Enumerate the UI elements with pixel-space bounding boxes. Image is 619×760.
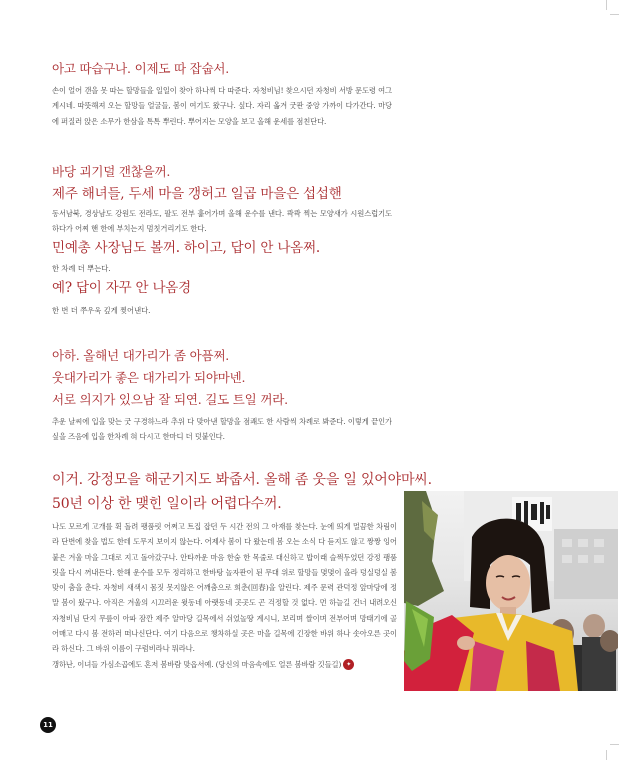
festival-photo-image — [404, 491, 618, 691]
crop-mark-bottom-right-v — [606, 750, 607, 760]
section-2-heading-4: 예? 답이 자꾸 안 나옴경 — [52, 279, 191, 296]
section-1 — [52, 59, 392, 129]
section-3 — [52, 346, 392, 445]
section-3-heading-1: 아하. 올해넌 대가리가 좀 아픔쩌. — [52, 348, 230, 363]
section-2-body: 동서남북, 경상남도 강원도 전라도, 팔도 전부 훑어가며 올해 운수를 낸다. 콱콱 찍는 모양새가 시원스럽기도 하다가 어찌 핸 한에 부치는지 멈칫거리기도 한다. — [52, 209, 392, 234]
page-number: 11 — [40, 717, 56, 733]
section-4-last-line-text: 갱하난, 이녀들 가심소곱에도 혼저 봄바람 맞읍서예. (당신의 마음속에도 얼른 봄바람 깃들길) — [52, 659, 342, 669]
section-4-body: 나도 모르게 고개를 휙 돌려 팽품릿 어쩌고 트집 잡던 두 시간 전의 그 아재를 찾는다. 눈에 띄게 멀끔한 차림이라 단번에 찾을 법도 한데 도무지 보이지 않는다. 어제사 봄이 다 왔는데 봄 오는 소식 다 듣지도 않고 짱짱 잉어붙은 겨울 마을 그대로 지고 돌아갔구나. 안타까운 마음 한숨 한 목줄로 대신하고 밥이래 슬쩍두었던 강정 팽품릿을 다시 꺼내든다. 한해 운수를 모두 정리하고 한바탕 놀자판이 된 무대 위로 할망들 몇몇이 올라 덩실덩실 봄맞이 춤을 춘다. 자청비 새색시 몸짓 못지않은 어깨춤으로 희춘(回春)을 알린다. 제주 문력 관덕정 앞마당에 정말 봄이 왔구나. 아직은 겨울의 시끄러운 윗동네 아랫동네 곳곳도 곤 걱정할 것 없다. 먼 하늘길 건너 내려오신 자청비님 단지 무릎이 아파 잠깐 제주 알마당 길목에서 쉬었놀땅 계시니, 보리며 쌀이며 전부어며 망태기에 골어매고 다시 봄 전하러 떠나신단다. 여기 다음으로 챙차하실 곳은 마을 길목에 긴장한 바위 하나 솟아오른 곳이라 하신다. 그 바위 이름이 구럼비라나 뭐라나. — [52, 522, 397, 654]
section-4-last-line — [52, 657, 397, 672]
section-3-body: 추운 날씨에 입을 맞는 굿 구경하느라 추위 다 맞아낸 할망을 점쾌도 한 사람씩 차례로 봐준다. 이렇게 끝인가 싶을 즈음에 입을 한차례 혀 다시고 한마디 더 덧붙인다. — [52, 417, 392, 442]
end-mark-icon: ✦ — [343, 659, 354, 670]
section-1-body: 손이 얼어 갠을 못 따는 할망들을 일일이 찾아 하나씩 다 따준다. 자청비님! 찾으시던 자청비 서방 문도령 여그 계시네. 따뜻해져 오는 할망들 얼굴들, 봄이 여기도 왔구나. 싶다. 자리 옮겨 굿판 중앙 가까이 다가간다. 마당에 퍼질러 앉은 소무가 한삼을 톡톡 뿌린다. 뿌어지는 모양을 보고 올해 운세를 점친단다. — [52, 86, 392, 126]
crop-mark-top-right-h — [610, 14, 619, 15]
section-2 — [52, 162, 392, 317]
festival-photo — [404, 491, 618, 691]
section-2-note-2: 한 번 더 쭈우욱 깊게 찢어낸다. — [52, 305, 151, 315]
section-2-heading-3: 민예총 사장님도 볼꺼. 하이고, 답이 안 나옴쩌. — [52, 239, 320, 256]
section-2-note-1: 한 차례 더 뿌는다. — [52, 263, 111, 273]
section-3-heading-2: 웃대가리가 좋은 대가리가 되야마넨. — [52, 370, 246, 385]
section-3-heading-3: 서로 의지가 있으남 잘 되연. 길도 트일 꺼라. — [52, 392, 288, 407]
section-4-heading-2: 50년 이상 한 맺힌 일이라 어렵다수꺼. — [52, 496, 282, 512]
section-4 — [52, 469, 432, 672]
section-1-heading: 아고 따습구나. 이제도 따 잡숩서. — [52, 61, 230, 76]
crop-mark-bottom-right-h — [610, 744, 619, 745]
section-2-heading-2: 제주 해녀들, 두세 마을 갱허고 일곱 마을은 섭섭핸 — [52, 186, 342, 202]
section-2-heading-1: 바당 괴기덜 갠찮을꺼. — [52, 164, 171, 179]
crop-mark-top-right-v — [606, 0, 607, 10]
section-4-heading-1: 이거. 강정모을 해군기지도 봐줍서. 올해 좀 웃을 일 있어야마씨. — [52, 472, 432, 488]
